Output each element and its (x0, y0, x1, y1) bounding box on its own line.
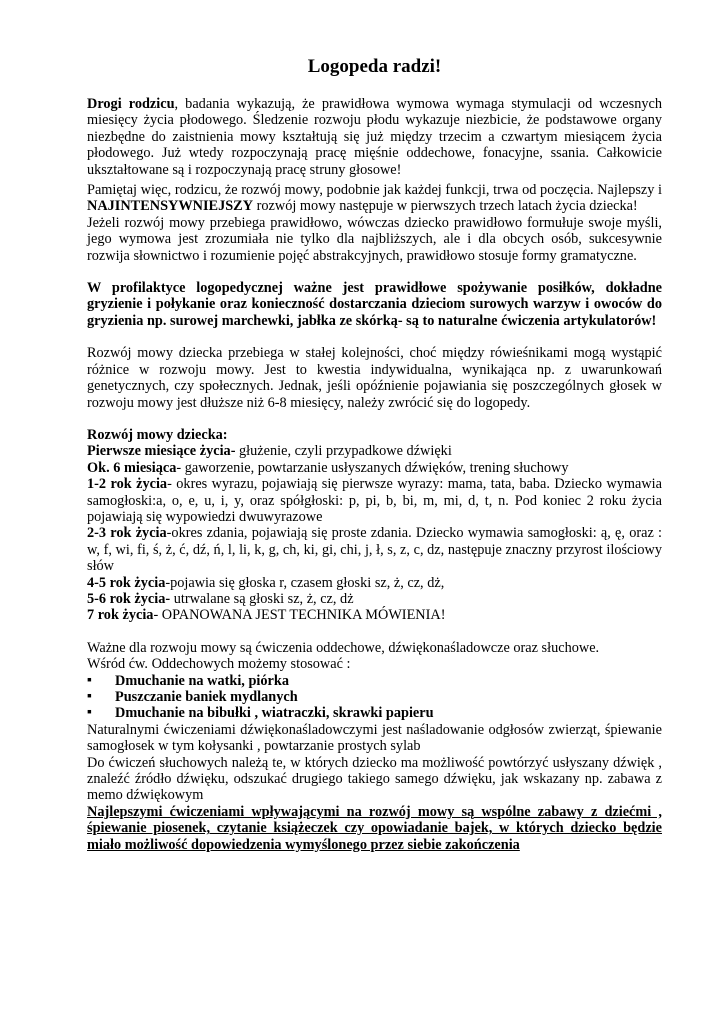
stage-label: Pierwsze miesiące życia- (87, 443, 236, 460)
exercises-intro: Ważne dla rozwoju mowy są ćwiczenia oddechowe, dźwiękonaśladowcze oraz słuchowe. (87, 639, 600, 656)
remember-before: Pamiętaj więc, rodzicu, że rozwój mowy, podobnie jak każdej funkcji, trwa od poczęcia. Najlepszy i (87, 182, 662, 199)
stage-item (87, 575, 662, 591)
stage-label: 5-6 rok życia- (87, 590, 171, 607)
exercises-section (87, 640, 662, 804)
stage-text: - okres wyrazu, pojawiają się pierwsze wyrazy: mama, tata, baba. Dziecko wymawia samogłoski:a, o, e, u, i, y, oraz spółgłoski: p, pi, b, bi, m, mi, d, t, n. Pod koniec 2 roku życia pojawiają się wypowiedzi dwuwyrazowe (87, 476, 662, 525)
stage-text: -okres zdania, pojawiają się proste zdania. Dziecko wymawia samogłoski: ą, ę, oraz : w, f, wi, fi, ś, ż, ć, dź, ń, l, li, k, g, ch, ki, gi, chi, j, ł, s, z, c, dz, następuje znaczny przyrost ilościowy słów (87, 525, 662, 575)
list-item: ▪ Puszczanie baniek mydlanych (87, 689, 662, 705)
stage-item (87, 607, 662, 623)
stage-item (87, 460, 662, 476)
list-item: ▪ Dmuchanie na watki, piórka (87, 673, 662, 689)
stages-heading: Rozwój mowy dziecka: (87, 426, 228, 443)
correct-development-paragraph: Jeżeli rozwój mowy przebiega prawidłowo, wówczas dziecko prawidłowo formułuje swoje myśli, jego wymowa jest zrozumiała nie tylko dla najbliższych, ale i dla obcych osób, sukcesywnie rozwija słownictwo i rozumienie pojęć abstrakcyjnych, prawidłowo stosuje formy gramatyczne. (87, 214, 662, 264)
breathing-intro: Wśród ćw. Oddechowych możemy stosować : (87, 656, 351, 673)
stage-item (87, 591, 662, 607)
remember-paragraph (87, 182, 662, 215)
onomatopoeic-paragraph: Naturalnymi ćwiczeniami dźwiękonaśladowczymi jest naśladowanie odgłosów zwierząt, śpiewanie samogłosek w tym kołysanki , powtarzanie prostych sylab (87, 721, 662, 755)
stage-label: 1-2 rok życia (87, 476, 168, 493)
stage-text: utrwalane są głoski sz, ż, cz, dż (170, 590, 354, 607)
sequence-paragraph: Rozwój mowy dziecka przebiega w stałej kolejności, choć między rówieśnikami mogą wystąpić różnice w rozwoju mowy. Jest to kwestia indywidualna, wynikająca np. z uwarunkowań genetycznych, czy społecznych. Jednak, jeśli opóźnienie pojawiania się poszczególnych głosek w rozwoju mowy jest dłuższe niż 6-8 miesięcy, należy zwrócić się do logopedy. (87, 345, 662, 411)
intro-paragraph (87, 96, 662, 178)
auditory-paragraph: Do ćwiczeń słuchowych należą te, w których dziecko ma możliwość powtórzyć usłyszany dźwięk , znaleźć źródło dźwięku, odszukać drugiego takiego samego dźwięku, jak wskazany np. zabawa z memo dźwiękowym (87, 754, 662, 804)
prophylaxis-paragraph: W profilaktyce logopedycznej ważne jest prawidłowe spożywanie posiłków, dokładne gryzienie i połykanie oraz konieczność dostarczania dzieciom surowych warzyw i owoców do gryzienia np. surowej marchewki, jabłka ze skórką- są to naturalne ćwiczenia artykulatorów! (87, 280, 662, 329)
remember-strong: NAJINTENSYWNIEJSZY (87, 198, 254, 215)
stage-text: - OPANOWANA JEST TECHNIKA MÓWIENIA! (153, 607, 446, 624)
stages-section (87, 427, 662, 624)
breathing-list (87, 673, 662, 722)
stage-item (87, 443, 662, 459)
stage-text: głużenie, czyli przypadkowe dźwięki (235, 443, 452, 460)
stage-item (87, 525, 662, 574)
stage-label: 7 rok życia (87, 607, 154, 624)
stage-text: -pojawia się głoska r, czasem głoski sz, ż, cz, dż, (165, 574, 445, 591)
remember-after: rozwój mowy następuje w pierwszych trzech latach życia dziecka! (253, 198, 638, 215)
stage-item (87, 476, 662, 525)
list-item: ▪ Dmuchanie na bibułki , wiatraczki, skrawki papieru (87, 705, 662, 721)
stage-label: 4-5 rok życia (87, 574, 166, 591)
intro-lead: Drogi rodzicu (87, 96, 175, 112)
conclusion-paragraph: Najlepszymi ćwiczeniami wpływającymi na rozwój mowy są wspólne zabawy z dziećmi , śpiewanie piosenek, czytanie książeczek czy opowiadanie bajek, w których dziecko będzie miało możliwość dopowiedzenia wymyślonego przez siebie zakończenia (87, 803, 662, 853)
intro-text: , badania wykazują, że prawidłowa wymowa wymaga stymulacji od wczesnych miesięcy życia płodowego. Śledzenie rozwoju płodu wykazuje niezbicie, że podstawowe organy niezbędne do zaistnienia mowy kształtują się już między trzecim a czwartym miesiącem życia płodowego. Już wtedy rozpoczynają pracę mięśnie oddechowe, fonacyjne, ssania. Całkowicie ukształtowane są i rozpoczynają pracę struny głosowe! (87, 96, 663, 178)
stage-label: Ok. 6 miesiąca (87, 459, 177, 476)
page-title: Logopeda radzi! (307, 56, 442, 77)
stage-text: - gaworzenie, powtarzanie usłyszanych dźwięków, trening słuchowy (176, 459, 569, 476)
stage-label: 2-3 rok życia (87, 525, 167, 542)
